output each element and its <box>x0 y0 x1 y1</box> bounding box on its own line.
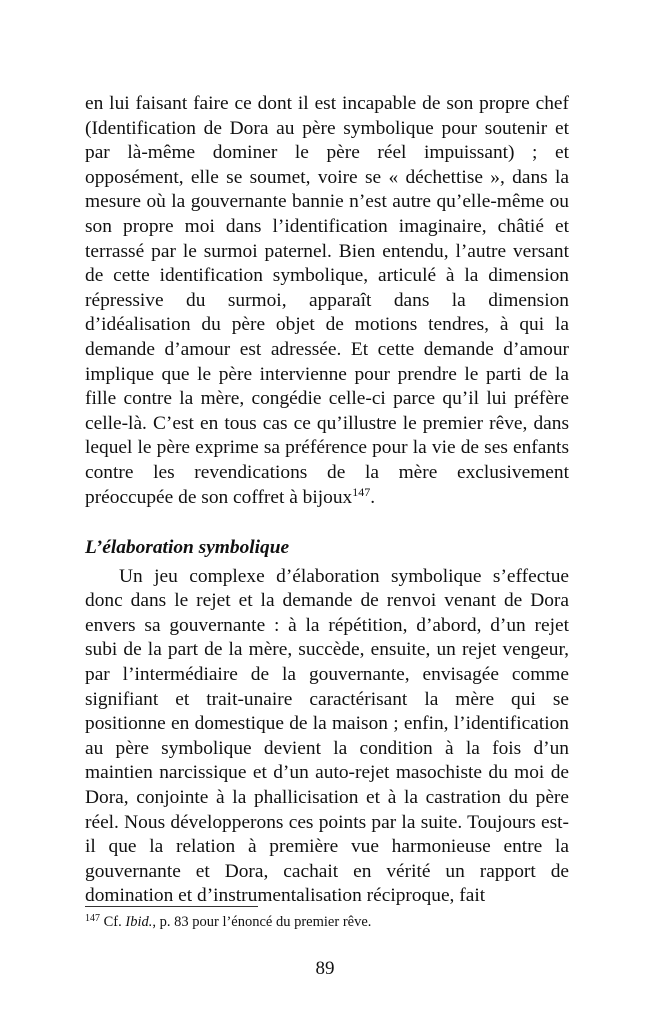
paragraph-1 <box>85 92 569 510</box>
footnote-number: 147 <box>85 913 100 924</box>
footnote <box>85 913 569 931</box>
page-body <box>85 92 569 909</box>
section-heading: L’élaboration symbolique <box>85 537 290 559</box>
paragraph-1-text: en lui faisant faire ce dont il est incapable de son propre chef (Identification de Dora au père symbolique pour soutenir et par là-même dominer le père réel impuissant) ; et opposément, elle se soumet, voire se « déchettise », dans la mesure où la gouvernante bannie n’est autre qu’elle-même ou son propre moi dans l’identification imaginaire, châtié et terrassé par le surmoi paternel. Bien entendu, l’autre versant de cette identification symbolique, articulé à la dimension répressive du surmoi, apparaît dans la dimension d’idéalisation du père objet de motions tendres, à qui la demande d’amour est adressée. Et cette demande d’amour implique que le père intervienne pour prendre le parti de la fille contre la mère, congédie celle-ci parce qu’il lui préfère celle-là. C’est en tous cas ce qu’illustre le premier rêve, dans lequel le père exprime sa préférence pour la vie de ses enfants contre les revendications de la mère exclusivement préoccupée de son coffret à bijoux <box>85 93 569 508</box>
footnote-text-after: , p. 83 pour l’énoncé du premier rêve. <box>152 914 372 930</box>
paragraph-2: Un jeu complexe d’élaboration symbolique s’effectue donc dans le rejet et la demande de renvoi venant de Dora envers sa gouvernante : à la répétition, d’abord, d’un rejet subi de la part de la mère, succède, ensuite, un rejet vengeur, par l’intermédiaire de la gouvernante, envisagée comme signifiant et trait-unaire caractérisant la mère qui se positionne en domestique de la maison ; enfin, l’identification au père symbolique devient la condition à la fois d’un maintien narcissique et d’un auto-rejet masochiste du moi de Dora, conjointe à la phallicisation et à la castration du père réel. Nous développerons ces points par la suite. Toujours est-il que la relation à première vue harmonieuse entre la gouvernante et Dora, cachait en vérité un rapport de domination et d’instrumentalisation réciproque, fait <box>85 565 569 907</box>
page-number: 89 <box>315 958 335 979</box>
footnote-divider <box>85 906 258 907</box>
paragraph-1-end: . <box>370 486 376 508</box>
footnote-italic: Ibid. <box>125 914 153 930</box>
footnote-reference: 147 <box>352 484 371 499</box>
footnote-text-before: Cf. <box>100 914 126 930</box>
